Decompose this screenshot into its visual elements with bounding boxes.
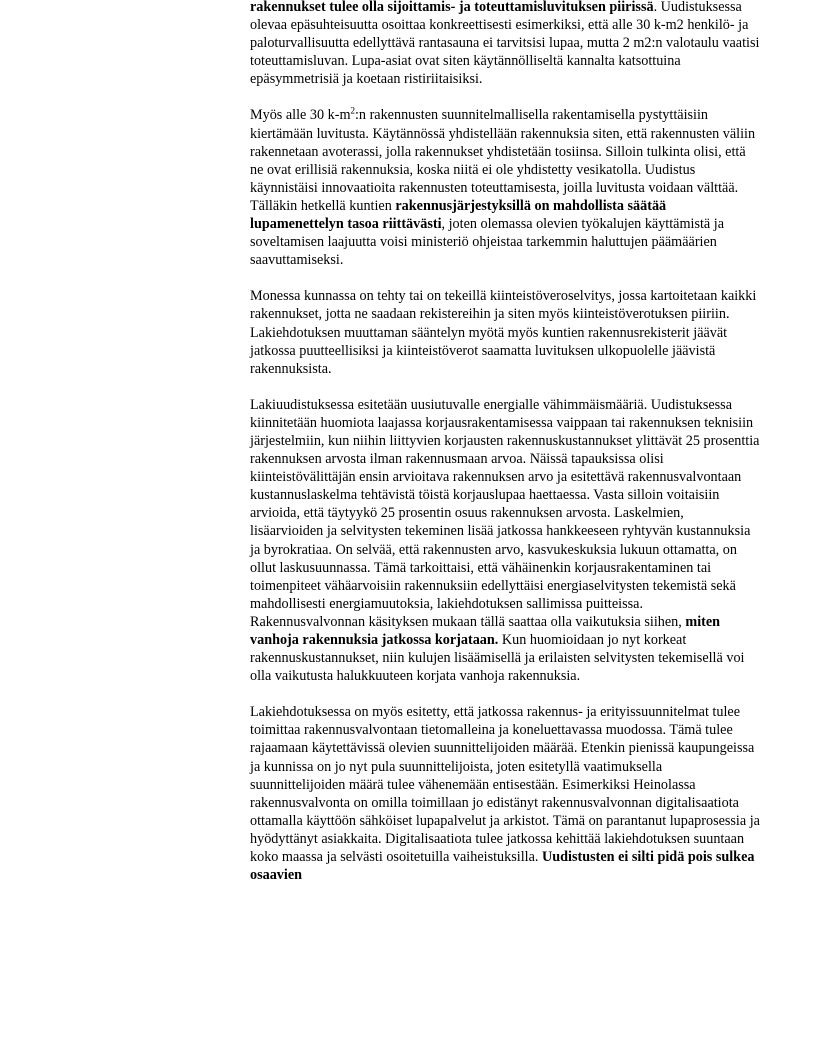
p4-text-1: Lakiuudistuksessa esitetään uusiutuvalle energialle vähimmäismääriä. Uudistuksessa kiinnitetään huomiota laajassa korjausrakentamisessa vaippaan tai rakennuksen teknisiin järjestelmiin, kun niihin liittyvien korjausten rakennuskustannukset ylittävät 25 prosenttia rakennuksen arvosta ilman rakennusmaan arvoa. Näissä tapauksissa olisi kiinteistövälittäjän ensin arvioitava rakennuksen arvo ja esitettävä rakennusvalvontaan kustannuslaskelma tehtävistä töistä korjauslupaa haettaessa. Vasta silloin voitaisiin arvioida, että täytyykö 25 prosentin osuus rakennuksen arvosta. Laskelmien, lisäarvioiden ja selvitysten tekeminen lisää jatkossa hankkeeseen ryhtyvän kustannuksia ja byrokratiaa. On selvää, että rakennusten arvo, kasvukeskuksia lukuun ottamatta, on ollut laskusuunnassa. Tämä tarkoittaisi, että vähäinenkin korjausrakentaminen tai toimenpiteet vähäarvoisiin rakennuksiin edellyttäisi energiaselvitysten tekemistä sekä mahdollisesti energiamuutoksia, lakiehdotuksen sallimissa puitteissa. Rakennusvalvonnan käsityksen mukaan tällä saattaa olla vaikutuksia siihen, xyxy=(250,396,760,630)
p1-text-1: . Uudistuksessa olevaa epäsuhteisuutta osoittaa konkreettisesti esimerkiksi, että alle 30 k-m2 henkilö- ja paloturvallisuutta edellyttävä rantasauna ei tarvitsisi lupaa, mutta 2 m2:n valotaulu vaatisi toteuttamisluvan. Lupa-asiat ovat siten käytännölliseltä kannalta katsottuina epäsymmetrisiä ja koetaan ristiriitaisiksi. xyxy=(250,0,760,88)
p5-bold-1: Uudistusten ei silti pidä pois sulkea osaavien xyxy=(250,849,755,884)
paragraph-2 xyxy=(250,106,760,269)
paragraph-1 xyxy=(250,0,760,88)
p1-bold-1: rakennukset tulee olla sijoittamis- ja toteuttamisluvituksen piirissä xyxy=(250,0,654,15)
paragraph-4 xyxy=(250,396,760,686)
p4-bold-1: miten vanhoja rakennuksia jatkossa korjataan. xyxy=(250,613,721,648)
document-page xyxy=(250,0,760,902)
p3-text-1: Monessa kunnassa on tehty tai on tekeillä kiinteistöveroselvitys, jossa kartoitetaan kaikki rakennukset, jotta ne saadaan rekistereihin ja siten myös kiinteistöverotuksen piiriin. Lakiehdotuksen muuttaman sääntelyn myötä myös kuntien rakennusrekisterit jäävät jatkossa puutteellisiksi ja kiinteistöverot saamatta luvituksen ulkopuolelle jäävistä rakennuksista. xyxy=(250,288,757,377)
p2-bold-1: rakennusjärjestyksillä on mahdollista säätää lupamenettelyn tasoa riittävästi xyxy=(250,197,667,233)
paragraph-5 xyxy=(250,703,760,884)
paragraph-3 xyxy=(250,287,760,377)
p2-text-3: , joten olemassa olevien työkalujen käyttämistä ja soveltamisen laajuutta voisi ministeriö ohjeistaa tarkemmin haluttujen päämäärien saavuttamiseksi. xyxy=(250,216,725,269)
p5-text-1: Lakiehdotuksessa on myös esitetty, että jatkossa rakennus- ja erityissuunnitelmat tulee toimittaa rakennusvalvontaan tietomalleina ja koneluettavassa muodossa. Tämä tulee rajaamaan käytettävissä olevien suunnittelijoiden määrää. Etenkin pienissä kaupungeissa ja kunnissa on jo nyt pula suunnittelijoista, joten esitetyllä vaatimuksella suunnittelijoiden määrä tulee vähenemään entisestään. Esimerkiksi Heinolassa rakennusvalvonta on omilla toimillaan jo edistänyt rakennusvalvonnan digitalisaatiota ottamalla käyttöön sähköiset lupapalvelut ja arkistot. Tämä on parantanut lupaprosessia ja hyödyttänyt asiakkaita. Digitalisaatiota tulee jatkossa kehittää lakiehdotuksen suuntaan koko maassa ja selvästi osoitetuilla vaiheistuksilla. xyxy=(250,704,760,866)
p2-text-1: Myös alle 30 k-m xyxy=(250,107,351,124)
p2-superscript: 2 xyxy=(350,105,355,116)
p4-text-2: Kun huomioidaan jo nyt korkeat rakennuskustannukset, niin kulujen lisäämisellä ja erilaisten selvitysten tekemisellä voi olla vaikutusta halukkuuteen korjata vanhoja rakennuksia. xyxy=(250,632,745,685)
p2-text-2: :n rakennusten suunnitelmallisella rakentamisella pystyttäisiin kiertämään luvitusta. Käytännössä yhdistellään rakennuksia siten, että rakennusten väliin rakennetaan avoterassi, jolla rakennukset yhdistetään tosiinsa. Silloin tulkinta olisi, että ne ovat erillisiä rakennuksia, koska niitä ei ole yhdistetty vesikatolla. Uudistus käynnistäisi innovaatioita rakennusten toteuttamisesta, joilla luvitusta voidaan välttää. Tälläkin hetkellä kuntien xyxy=(250,107,756,214)
